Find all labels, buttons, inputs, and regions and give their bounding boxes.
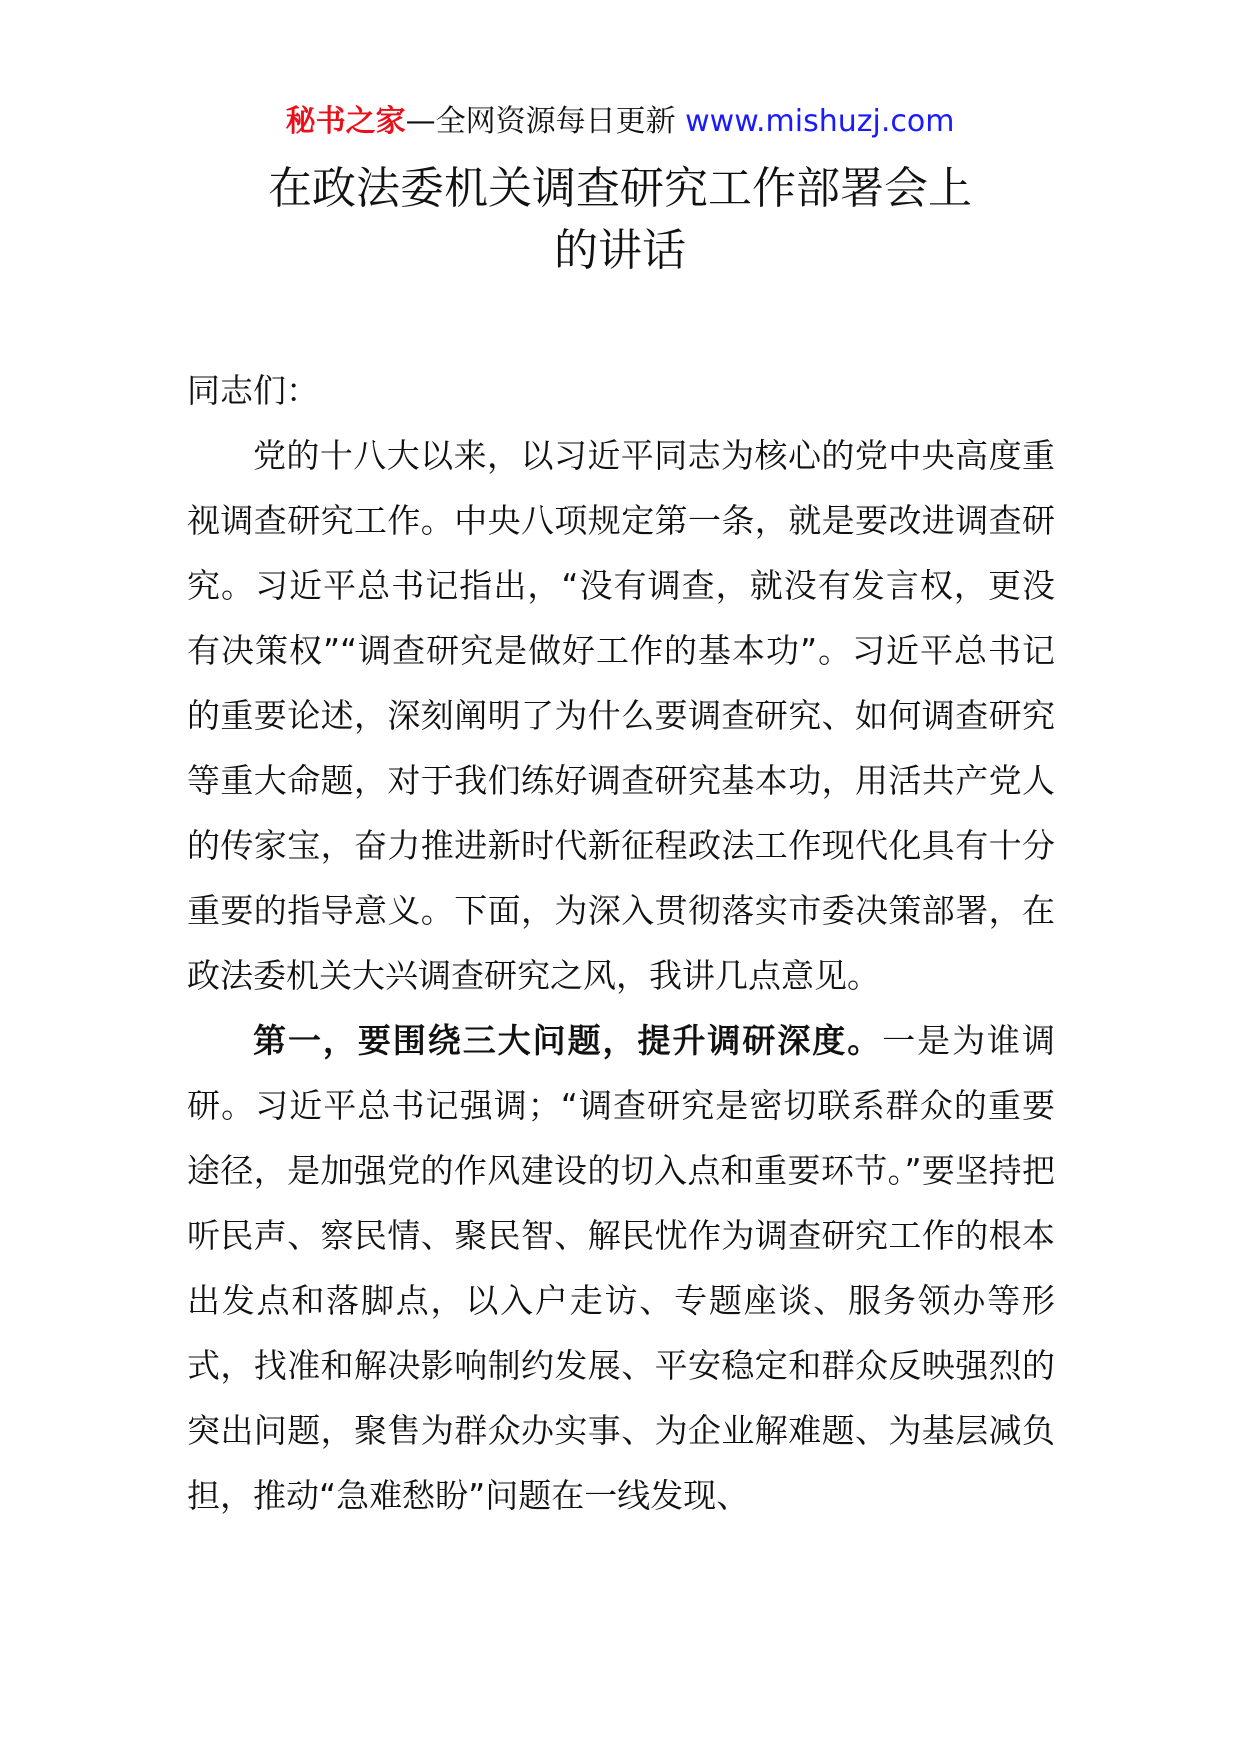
title-line-1: 在政法委机关调查研究工作部署会上 — [268, 163, 972, 214]
paragraph-lead: 第一，要围绕三大问题，提升调研深度。 — [253, 1021, 883, 1060]
document-body — [187, 358, 1055, 1528]
brand-name: 秘书之家 — [285, 104, 406, 139]
paragraph-first-point — [187, 1008, 1055, 1528]
site-tagline: —全网资源每日更新 — [405, 104, 676, 139]
site-header — [0, 100, 1240, 144]
site-url-link[interactable]: www.mishuzj.com — [685, 104, 955, 139]
paragraph-intro: 党的十八大以来，以习近平同志为核心的党中央高度重视调查研究工作。中央八项规定第一条，就是要改进调查研究。习近平总书记指出，“没有调查，就没有发言权，更没有决策权”“调查研究是做好工作的基本功”。习近平总书记的重要论述，深刻阐明了为什么要调查研究、如何调查研究等重大命题，对于我们练好调查研究基本功，用活共产党人的传家宝，奋力推进新时代新征程政法工作现代化具有十分重要的指导意义。下面，为深入贯彻落实市委决策部署，在政法委机关大兴调查研究之风，我讲几点意见。 — [187, 436, 1055, 995]
title-line-2: 的讲话 — [554, 225, 686, 276]
document-title — [0, 158, 1240, 282]
paragraph-body: 一是为谁调研。习近平总书记强调；“调查研究是密切联系群众的重要途径，是加强党的作风建设的切入点和重要环节。”要坚持把听民声、察民情、聚民智、解民忧作为调查研究工作的根本出发点和落脚点，以入户走访、专题座谈、服务领办等形式，找准和解决影响制约发展、平安稳定和群众反映强烈的突出问题，聚售为群众办实事、为企业解难题、为基层减负担，推动“急难愁盼”问题在一线发现、 — [187, 1021, 1056, 1515]
salutation: 同志们： — [187, 371, 319, 410]
